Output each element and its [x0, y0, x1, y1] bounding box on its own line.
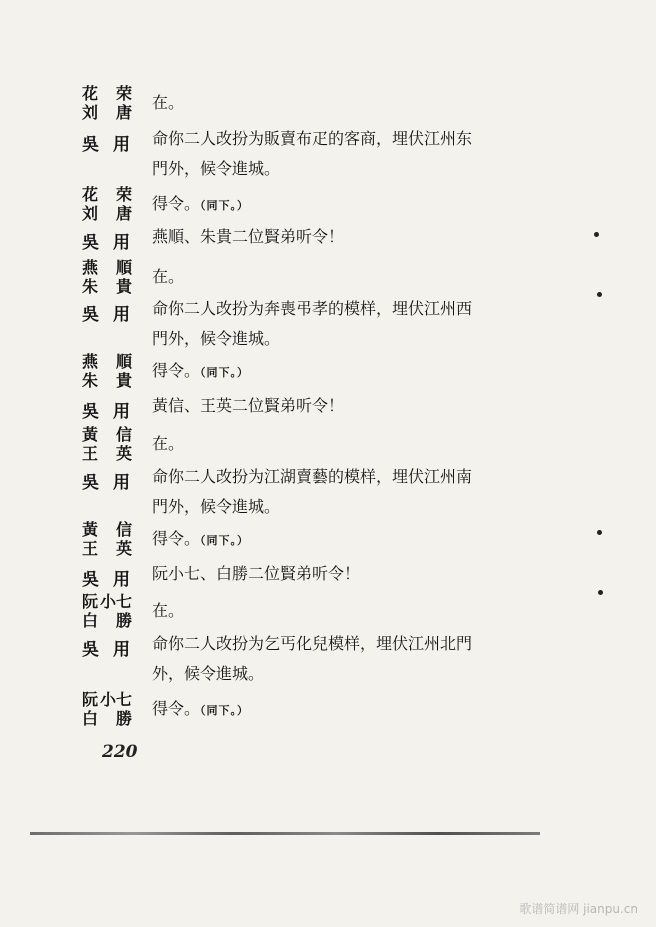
- dialogue-text: 命你二人改扮为販賣布疋的客商，埋伏江州东: [152, 129, 473, 148]
- dialogue-text: 得令。: [152, 699, 201, 718]
- speaker-name-char: 花: [82, 84, 99, 103]
- speaker-pair-row: [82, 690, 132, 709]
- dialogue-text: 燕順、朱貴二位賢弟听令！: [152, 227, 345, 246]
- speaker-name-char: 王: [82, 444, 99, 463]
- speaker-pair: [82, 84, 144, 122]
- dialogue-line: [152, 392, 602, 420]
- speaker-name-char: 勝: [115, 709, 132, 728]
- speaker-pair-row: [82, 592, 132, 611]
- speaker-name-char: 荣: [115, 84, 132, 103]
- speaker-name: 吳用: [82, 473, 144, 493]
- dialogue-text: 得令。: [152, 529, 201, 548]
- dialogue-text: 在。: [152, 434, 185, 453]
- speaker-name-char: 黃: [82, 425, 99, 444]
- dialogue-text: 得令。: [152, 361, 201, 380]
- speaker-name-char: 阮: [82, 592, 99, 611]
- speaker-pair-row: [82, 520, 132, 539]
- speaker-name: 吳用: [82, 233, 144, 253]
- dialogue-line: [152, 695, 602, 725]
- dialogue-line: [152, 89, 602, 117]
- dialogue-text: 在。: [152, 267, 185, 286]
- speaker-pair: [82, 352, 144, 390]
- dialogue-line: [152, 155, 602, 183]
- speaker-name-char: 白: [82, 709, 99, 728]
- speaker-name-char: 唐: [115, 204, 132, 223]
- speaker-name-char: 英: [115, 539, 132, 558]
- speaker-name: 吳用: [82, 402, 144, 422]
- speaker-name-char: 燕: [82, 352, 99, 371]
- speaker-pair: [82, 425, 144, 463]
- speaker-name-char: 白: [82, 611, 99, 630]
- dialogue-text: 黃信、王英二位賢弟听令！: [152, 396, 345, 415]
- speaker-pair: [82, 520, 144, 558]
- speaker-name-char: 信: [115, 425, 132, 444]
- dialogue-text: 命你二人改扮为乞丐化兒模样，埋伏江州北門: [152, 634, 473, 653]
- dialogue-text: 得令。: [152, 194, 201, 213]
- dialogue-line: [152, 125, 602, 153]
- speaker-name-char: 朱: [82, 371, 99, 390]
- speaker-pair: [82, 592, 144, 630]
- dialogue-line: [152, 325, 602, 353]
- dialogue-text: 門外，候令進城。: [152, 497, 281, 516]
- speaker-pair-row: [82, 444, 132, 463]
- watermark-text: 歌谱简谱网 jianpu.cn: [519, 902, 638, 916]
- dialogue-text: 在。: [152, 93, 185, 112]
- stage-direction: （同下。）: [200, 366, 250, 379]
- bottom-rule: [30, 832, 540, 835]
- speaker-name-char: 勝: [115, 611, 132, 630]
- speaker-pair-row: [82, 539, 132, 558]
- speaker-name-char: 英: [115, 444, 132, 463]
- speaker-pair-row: [82, 611, 132, 630]
- stage-direction: （同下。）: [200, 704, 250, 717]
- speaker-name: 吳用: [82, 640, 144, 660]
- dialogue-line: [152, 560, 602, 588]
- speaker-name-char: 唐: [115, 103, 132, 122]
- dialogue-text: 命你二人改扮为江湖賣藝的模样，埋伏江州南: [152, 467, 473, 486]
- speaker-pair-row: [82, 425, 132, 444]
- speaker-name-char: 小七: [99, 592, 132, 611]
- speaker-pair-row: [82, 709, 132, 728]
- dialogue-text: 在。: [152, 601, 185, 620]
- dialogue-text: 阮小七、白勝二位賢弟听令！: [152, 564, 361, 583]
- speaker-name-char: 刘: [82, 103, 99, 122]
- ink-speck: [597, 292, 602, 297]
- dialogue-text: 門外，候令進城。: [152, 329, 281, 348]
- speaker-pair: [82, 185, 144, 223]
- dialogue-text: 命你二人改扮为奔喪弔孝的模样，埋伏江州西: [152, 299, 473, 318]
- speaker-name-char: 貴: [115, 277, 132, 296]
- speaker-name-char: 阮: [82, 690, 99, 709]
- dialogue-text: 門外，候令進城。: [152, 159, 281, 178]
- speaker-pair-row: [82, 277, 132, 296]
- dialogue-line: [152, 660, 602, 688]
- speaker-name-char: 信: [115, 520, 132, 539]
- speaker-name: 吳用: [82, 570, 144, 590]
- speaker-pair-row: [82, 185, 132, 204]
- dialogue-line: [152, 463, 602, 491]
- dialogue-line: [152, 190, 602, 220]
- speaker-pair-row: [82, 352, 132, 371]
- speaker-name-char: 朱: [82, 277, 99, 296]
- speaker-pair-row: [82, 371, 132, 390]
- stage-direction: （同下。）: [200, 534, 250, 547]
- speaker-name-char: 貴: [115, 371, 132, 390]
- dialogue-line: [152, 357, 602, 387]
- speaker-name: 吳用: [82, 305, 144, 325]
- dialogue-line: [152, 295, 602, 323]
- speaker-pair: [82, 690, 144, 728]
- speaker-name-char: 小七: [99, 690, 132, 709]
- speaker-name-char: 王: [82, 539, 99, 558]
- speaker-name-char: 順: [115, 352, 132, 371]
- page-number: 220: [102, 742, 138, 762]
- stage-direction: （同下。）: [200, 199, 250, 212]
- dialogue-text: 外，候令進城。: [152, 664, 265, 683]
- dialogue-line: [152, 597, 602, 625]
- dialogue-line: [152, 630, 602, 658]
- dialogue-line: [152, 525, 602, 555]
- speaker-pair-row: [82, 204, 132, 223]
- dialogue-line: [152, 493, 602, 521]
- dialogue-line: [152, 223, 602, 251]
- speaker-name-char: 燕: [82, 258, 99, 277]
- speaker-pair-row: [82, 258, 132, 277]
- dialogue-line: [152, 263, 602, 291]
- speaker-name-char: 荣: [115, 185, 132, 204]
- speaker-pair-row: [82, 84, 132, 103]
- ink-speck: [598, 590, 603, 595]
- ink-speck: [594, 232, 599, 237]
- speaker-name-char: 刘: [82, 204, 99, 223]
- speaker-pair: [82, 258, 144, 296]
- speaker-name: 吳用: [82, 135, 144, 155]
- speaker-pair-row: [82, 103, 132, 122]
- dialogue-line: [152, 430, 602, 458]
- ink-speck: [597, 530, 602, 535]
- speaker-name-char: 花: [82, 185, 99, 204]
- speaker-name-char: 黃: [82, 520, 99, 539]
- speaker-name-char: 順: [115, 258, 132, 277]
